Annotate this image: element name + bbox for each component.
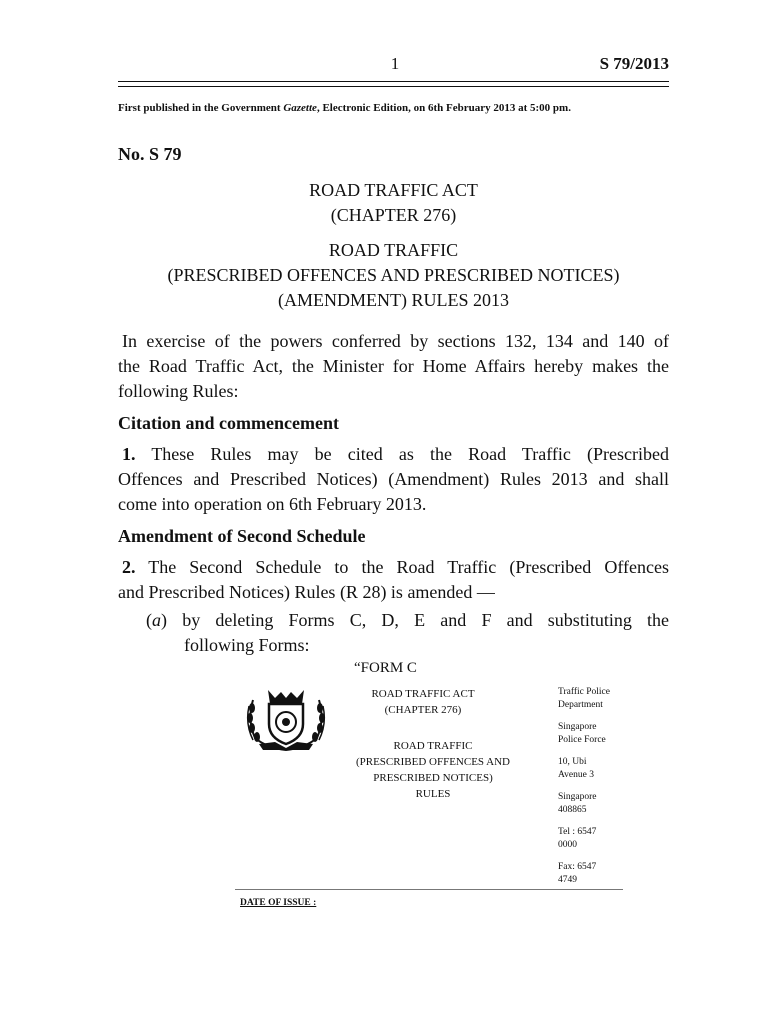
section-1-body: 1. These Rules may be cited as the Road Traffic (Prescribed Offences and Prescribed Notices) (Amendment) Rules 2013 and shall come into operation on 6th February 2013.	[118, 444, 669, 514]
form-divider	[235, 889, 623, 890]
form-address-street: 10, Ubi Avenue 3	[558, 757, 594, 780]
notice-number: No. S 79	[118, 144, 182, 164]
preamble: In exercise of the powers conferred by sections 132, 134 and 140 of the Road Traffic Act, the Minister for Home Affairs hereby makes the following Rules:	[118, 331, 669, 401]
form-address-postal: Singapore 408865	[558, 792, 597, 815]
header-rule-bottom	[118, 86, 669, 87]
act-name: ROAD TRAFFIC ACT	[309, 180, 478, 200]
header-rule-top	[118, 81, 669, 82]
rules-title-line1: ROAD TRAFFIC	[328, 240, 459, 260]
serial-number: S 79/2013	[599, 54, 669, 73]
form-fax: Fax: 6547 4749	[558, 862, 597, 885]
item-a: (a) by deleting Forms C, D, E and F and substituting the	[146, 610, 669, 630]
section-1-heading: Citation and commencement	[118, 413, 339, 433]
date-of-issue-label: DATE OF ISSUE :	[240, 898, 317, 908]
rules-title-line3: (AMENDMENT) RULES 2013	[278, 290, 509, 310]
form-c-title: “FORM C	[354, 660, 417, 676]
form-tel: Tel : 6547 0000	[558, 827, 597, 850]
form-police-force: Singapore Police Force	[558, 722, 606, 745]
form-rules: ROAD TRAFFIC (PRESCRIBED OFFENCES AND PRESCRIBED NOTICES) RULES	[355, 740, 511, 800]
form-act: ROAD TRAFFIC ACT (CHAPTER 276)	[371, 688, 475, 716]
section-2-body: 2. The Second Schedule to the Road Traffic (Prescribed Offences and Prescribed Notices) Rules (R 28) is amended —	[118, 557, 669, 602]
page-number: 1	[390, 54, 400, 73]
section-2-heading: Amendment of Second Schedule	[118, 526, 366, 546]
item-a-line2: following Forms:	[184, 635, 310, 655]
police-crest-icon	[245, 686, 327, 752]
act-chapter: (CHAPTER 276)	[330, 205, 457, 225]
gazette-word: Gazette	[283, 102, 317, 114]
rules-title-line2: (PRESCRIBED OFFENCES AND PRESCRIBED NOTICES)	[167, 265, 620, 285]
form-department: Traffic Police Department	[558, 687, 610, 710]
publication-note: First published in the Government Gazette, Electronic Edition, on 6th February 2013 at 5:00 pm.	[118, 102, 571, 114]
